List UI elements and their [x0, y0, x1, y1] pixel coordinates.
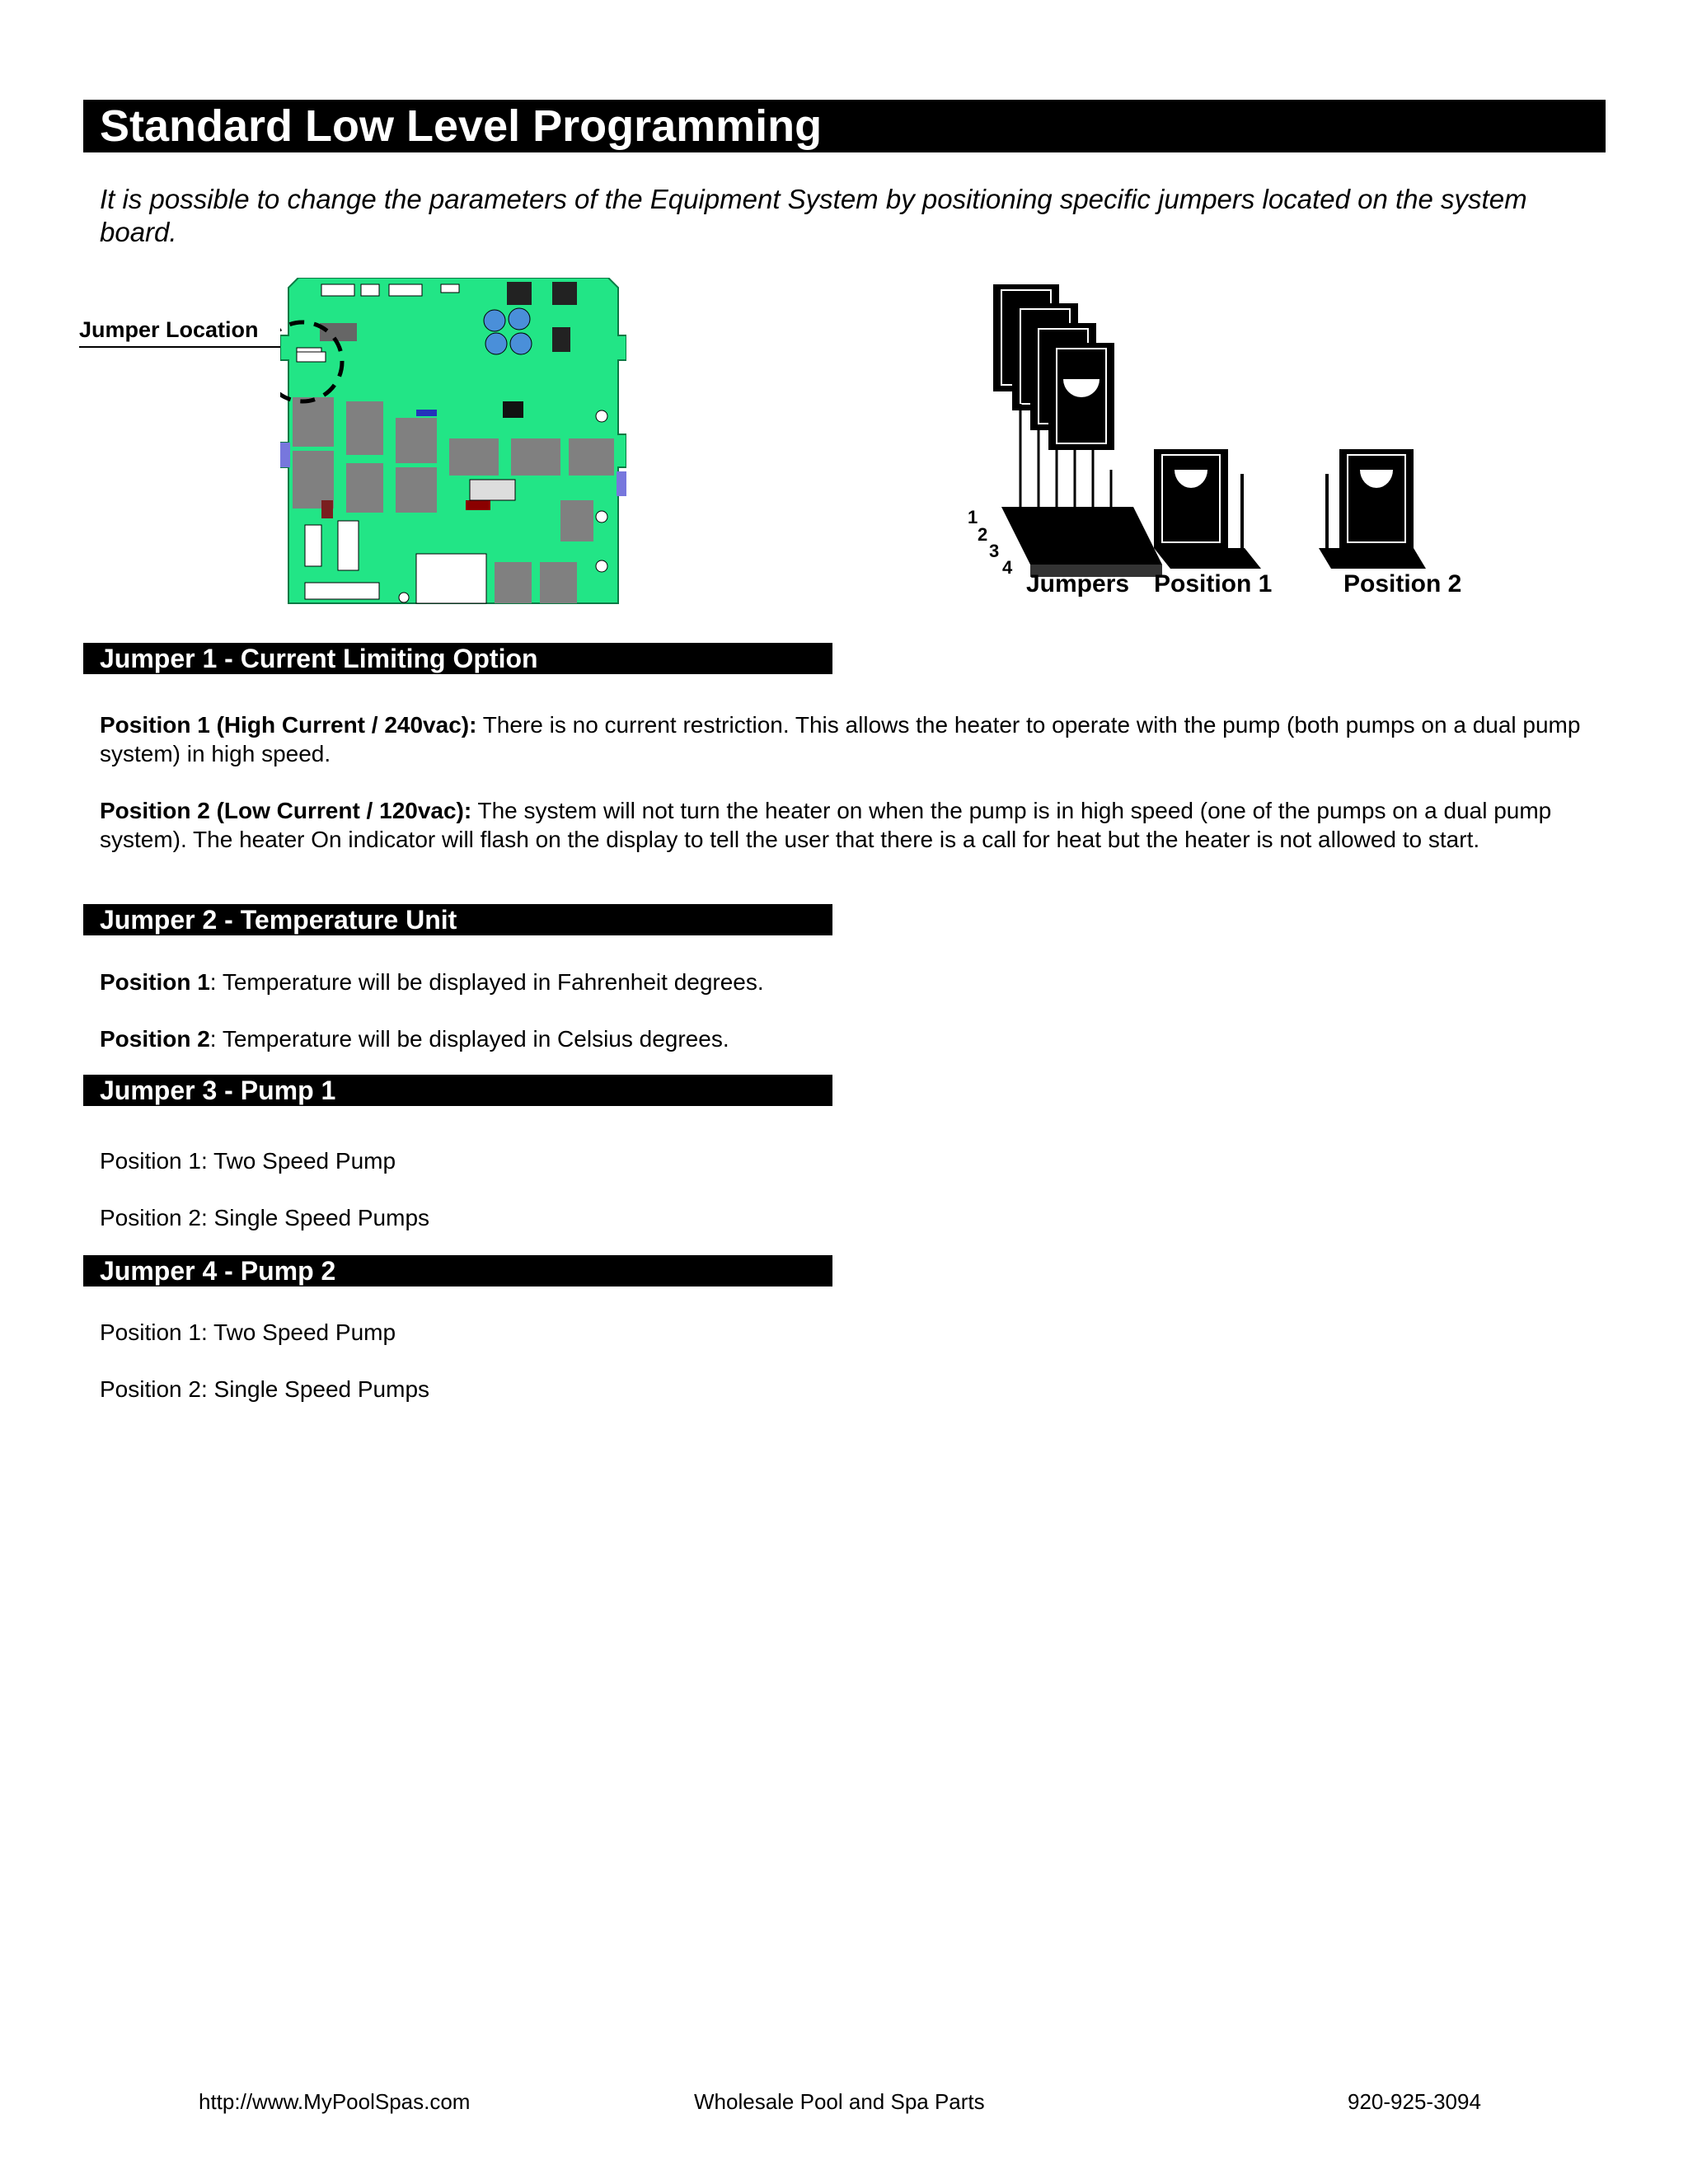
footer-phone: 920-925-3094: [1348, 2089, 1481, 2114]
jumper-1-position-1: [100, 710, 1592, 768]
position-2-icon: [1319, 449, 1426, 569]
footer-url: http://www.MyPoolSpas.com: [199, 2089, 471, 2114]
jumper-2-position-2-text: : Temperature will be displayed in Celsius degrees.: [209, 1026, 729, 1052]
section-heading-jumper-4: Jumper 4 - Pump 2: [83, 1255, 832, 1286]
page-title: Standard Low Level Programming: [83, 100, 1606, 152]
jumper-4-position-2: Position 2: Single Speed Pumps: [100, 1376, 430, 1402]
jumper-1-position-2: [100, 796, 1592, 854]
jumper-2-position-2-label: Position 2: [100, 1026, 210, 1052]
section-heading-jumper-3: Jumper 3 - Pump 1: [83, 1075, 832, 1106]
system-board-image: [280, 278, 626, 620]
jumper-diagram: [964, 280, 1484, 610]
jumper-2-position-1: [100, 968, 1592, 996]
jumper-1-position-2-label: Position 2 (Low Current / 120vac):: [100, 798, 472, 823]
jumper-2-position-2: [100, 1024, 1592, 1053]
jumpers-stack-icon: [993, 284, 1162, 577]
jumper-location-label: Jumper Location: [79, 317, 259, 342]
jumper-1-position-2-text: The system will not turn the heater on when the pump is in high speed (one of the pumps on a dual pump system). The heater On indicator will flash on the display to tell the user that there is a call for heat but the heater is not allowed to start.: [100, 798, 1552, 852]
jumper-location-leader-line: [79, 346, 281, 348]
position-2-caption: Position 2: [1343, 570, 1462, 598]
pin-number-4: 4: [1002, 557, 1013, 578]
jumper-1-position-1-label: Position 1 (High Current / 240vac):: [100, 712, 477, 738]
pin-number-1: 1: [968, 507, 978, 527]
jumpers-caption: Jumpers: [1026, 570, 1130, 598]
jumper-2-position-1-text: : Temperature will be displayed in Fahrenheit degrees.: [209, 969, 764, 995]
jumper-4-position-1: Position 1: Two Speed Pump: [100, 1319, 396, 1345]
position-1-caption: Position 1: [1154, 570, 1273, 598]
pin-number-2: 2: [978, 524, 988, 545]
intro-text: It is possible to change the parameters of the Equipment System by positioning specific jumpers located on the system board.: [100, 184, 1527, 247]
position-1-icon: [1154, 449, 1261, 569]
jumper-1-position-1-text: There is no current restriction. This allows the heater to operate with the pump (both pumps on a dual pump system) in high speed.: [100, 712, 1581, 766]
section-heading-jumper-2: Jumper 2 - Temperature Unit: [83, 904, 832, 935]
footer-company: Wholesale Pool and Spa Parts: [694, 2089, 985, 2114]
jumper-3-position-1: Position 1: Two Speed Pump: [100, 1148, 396, 1174]
jumper-2-position-1-label: Position 1: [100, 969, 210, 995]
section-heading-jumper-1: Jumper 1 - Current Limiting Option: [83, 643, 832, 674]
jumper-3-position-2: Position 2: Single Speed Pumps: [100, 1205, 430, 1230]
pin-number-3: 3: [989, 541, 1000, 561]
